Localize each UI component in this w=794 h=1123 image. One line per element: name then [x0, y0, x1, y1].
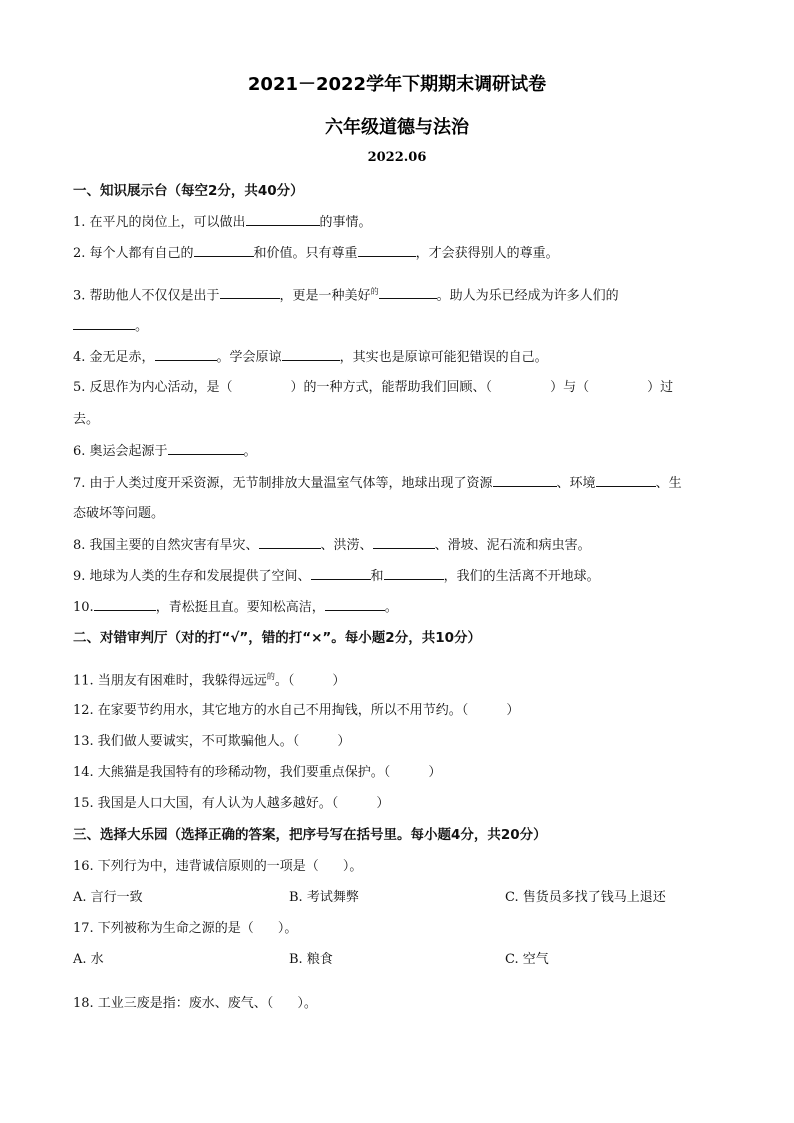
question-text: ，我们的生活离不开地球。 — [443, 569, 600, 584]
question-text: 8. 我国主要的自然灾害有旱灾、 — [73, 538, 259, 553]
question-text: 16. 下列行为中，违背诚信原则的一项是（ — [73, 859, 319, 874]
answer-blank[interactable] — [373, 535, 435, 549]
answer-blank[interactable] — [220, 285, 280, 299]
option-b[interactable]: B. 考试舞弊 — [289, 890, 359, 905]
question-5 — [73, 378, 673, 398]
answer-blank[interactable] — [311, 566, 371, 580]
question-text: ）。 — [342, 859, 363, 874]
question-text: 、滑坡、泥石流和病虫害。 — [434, 538, 591, 553]
answer-blank[interactable] — [493, 473, 557, 487]
question-text: ，更是一种美好 — [279, 288, 371, 304]
question-text: ）与（ — [550, 380, 590, 395]
question-text: ） — [428, 765, 442, 780]
question-text: 和价值。只有尊重 — [253, 246, 358, 261]
question-text: 12. 在家要节约用水，其它地方的水自己不用掏钱，所以不用节约。（ — [73, 703, 469, 718]
question-text: 。（ — [274, 673, 295, 689]
answer-blank[interactable] — [325, 597, 385, 611]
answer-blank[interactable] — [358, 243, 416, 257]
question-text: ，才会获得别人的尊重。 — [415, 246, 559, 261]
answer-blank[interactable] — [259, 535, 321, 549]
question-17 — [73, 919, 297, 939]
question-10 — [73, 597, 398, 618]
question-text: 11. 当朋友有困难时，我躲得远远 — [73, 673, 267, 689]
option-a[interactable]: A. 言行一致 — [73, 890, 143, 905]
question-text: 。 — [384, 600, 398, 615]
question-text: ） — [332, 673, 346, 689]
question-text: 、环境 — [556, 476, 596, 491]
exam-subtitle: 六年级道德与法治 — [325, 117, 469, 138]
answer-blank[interactable] — [94, 597, 156, 611]
question-13 — [73, 732, 350, 752]
question-text: ，其实也是原谅可能犯错误的自己。 — [339, 350, 548, 365]
question-text: 。学会原谅 — [216, 350, 282, 365]
question-14 — [73, 763, 441, 783]
answer-blank[interactable] — [246, 212, 320, 226]
superscript-char: 的 — [266, 672, 275, 681]
option-c[interactable]: C. 空气 — [505, 952, 549, 967]
answer-blank[interactable] — [384, 566, 444, 580]
question-text: 15. 我国是人口大国，有人认为人越多越好。（ — [73, 796, 339, 811]
question-text: 、生 — [655, 476, 682, 491]
question-text: 5. 反思作为内心活动，是（ — [73, 380, 233, 395]
question-text: ，青松挺且直。要知松高洁， — [155, 600, 325, 615]
answer-blank[interactable] — [596, 473, 656, 487]
question-text: 、洪涝、 — [320, 538, 373, 553]
question-text: ）的一种方式，能帮助我们回顾、（ — [290, 380, 493, 395]
question-text: 。 — [243, 444, 257, 459]
question-text: 6. 奥运会起源于 — [73, 444, 168, 459]
question-15 — [73, 794, 389, 814]
answer-blank[interactable] — [282, 347, 340, 361]
question-text: 10. — [73, 600, 94, 615]
question-7 — [73, 473, 682, 494]
question-text: 2. 每个人都有自己的 — [73, 246, 194, 261]
question-text: 13. 我们做人要诚实，不可欺骗他人。（ — [73, 734, 300, 749]
question-text: 7. 由于人类过度开采资源，无节制排放大量温室气体等，地球出现了资源 — [73, 476, 493, 491]
question-6 — [73, 441, 257, 462]
question-text: 1. 在平凡的岗位上，可以做出 — [73, 215, 246, 230]
question-2 — [73, 243, 559, 264]
answer-blank[interactable] — [194, 243, 254, 257]
question-text: 去。 — [73, 412, 100, 427]
exam-date: 2022.06 — [367, 150, 427, 165]
answer-blank[interactable] — [155, 347, 217, 361]
question-9 — [73, 566, 600, 587]
answer-blank[interactable] — [73, 316, 135, 330]
question-12 — [73, 701, 519, 721]
option-b[interactable]: B. 粮食 — [289, 952, 333, 967]
question-text: ）过 — [647, 380, 674, 395]
question-7-cont — [73, 504, 164, 524]
question-3-cont — [73, 316, 148, 337]
question-text: 17. 下列被称为生命之源的是（ — [73, 921, 254, 936]
question-8 — [73, 535, 591, 556]
question-11 — [73, 667, 345, 691]
question-text: 18. 工业三废是指：废水、废气、（ — [73, 996, 274, 1011]
question-text: 4. 金无足赤， — [73, 350, 155, 365]
question-text: ）。 — [297, 996, 317, 1011]
question-text: 。助人为乐已经成为许多人们的 — [436, 288, 619, 304]
question-1 — [73, 212, 372, 233]
section-heading-3: 三、选择大乐园（选择正确的答案，把序号写在括号里。每小题4分，共20分） — [73, 827, 547, 843]
question-text: 14. 大熊猫是我国特有的珍稀动物，我们要重点保护。（ — [73, 765, 391, 780]
question-4 — [73, 347, 548, 368]
question-text: 9. 地球为人类的生存和发展提供了空间、 — [73, 569, 311, 584]
question-text: 3. 帮助他人不仅仅是出于 — [73, 288, 220, 304]
exam-title: 2021－2022学年下期期末调研试卷 — [247, 74, 547, 95]
section-heading-1: 一、知识展示台（每空2分，共40分） — [73, 183, 304, 199]
question-text: ） — [506, 703, 520, 718]
question-3 — [73, 282, 619, 306]
answer-blank[interactable] — [379, 285, 437, 299]
option-a[interactable]: A. 水 — [73, 952, 104, 967]
answer-blank[interactable] — [168, 441, 244, 455]
question-text: ）。 — [277, 921, 298, 936]
question-text: 态破坏等问题。 — [73, 506, 165, 521]
question-text: ） — [337, 734, 351, 749]
question-5-cont — [73, 410, 99, 430]
question-text: ） — [376, 796, 390, 811]
question-text: 。 — [135, 319, 149, 334]
section-heading-2: 二、对错审判厅（对的打“√”，错的打“×”。每小题2分，共10分） — [73, 630, 481, 646]
option-c[interactable]: C. 售货员多找了钱马上退还 — [505, 890, 666, 905]
superscript-char: 的 — [370, 287, 379, 296]
question-text: 的事情。 — [319, 215, 372, 230]
question-16 — [73, 857, 362, 877]
question-18 — [73, 994, 317, 1014]
question-text: 和 — [370, 569, 384, 584]
